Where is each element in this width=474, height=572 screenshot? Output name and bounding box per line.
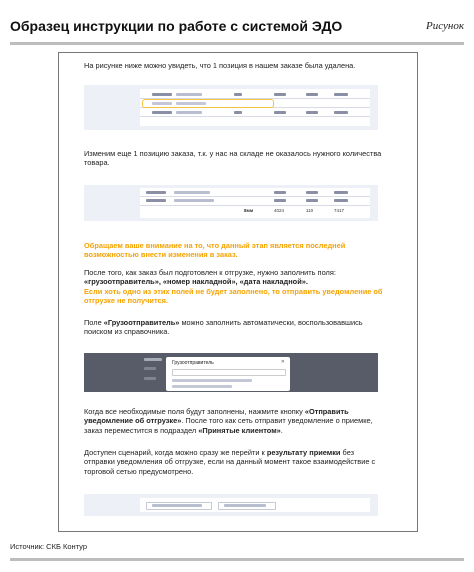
shipper-modal-title: Грузоотправитель xyxy=(172,360,214,366)
warning-required-fields: Если хоть одно из этих полей не будет заполнено, то отправить уведомление об отгрузке не получится. xyxy=(84,286,383,306)
page-header xyxy=(10,18,464,42)
paragraph-4-text-b: можно заполнить автоматически, воспользовавшись поиском из справочника. xyxy=(84,318,363,337)
accepted-section-name: «Принятые клиентом» xyxy=(198,425,281,435)
total-value-2: 110 xyxy=(306,208,314,213)
send-notice-button-name: «Отправить уведомление об отгрузке» xyxy=(84,407,349,426)
paragraph-5-text-c: . xyxy=(280,425,283,435)
screenshot-order-table xyxy=(84,85,378,130)
top-divider xyxy=(10,42,464,45)
paragraph-5 xyxy=(84,407,384,435)
bottom-divider xyxy=(10,558,464,561)
paragraph-5-text-b: . После того как сеть отправит уведомление о приемке, заказ переместится в подраздел xyxy=(84,416,373,435)
paragraph-6 xyxy=(84,448,384,476)
total-value-3: 7417 xyxy=(334,208,345,213)
source-note: Источник: СКБ Контур xyxy=(10,542,88,551)
shipper-search-input[interactable] xyxy=(172,369,286,376)
screenshot-send-buttons xyxy=(84,494,378,516)
paragraph-4 xyxy=(84,318,384,337)
paragraph-4-text-a: Поле xyxy=(84,318,104,327)
shipper-field-name: «Грузоотправитель» xyxy=(103,318,180,327)
paragraph-3 xyxy=(84,268,384,306)
paragraph-6-text-a: Доступен сценарий, когда можно сразу же перейти к xyxy=(84,448,267,457)
paragraph-6-text-b: без отправки уведомления об отгрузке, если на данный момент такое взаимодействие с торговой сетью предусмотрено. xyxy=(84,448,376,476)
figure-label: Рисунок xyxy=(425,20,464,32)
paragraph-2: Изменим еще 1 позицию заказа, т.к. у нас на складе не оказалось нужного количества товара. xyxy=(84,149,382,168)
paragraph-1: На рисунке ниже можно увидеть, что 1 позиция в нашем заказе была удалена. xyxy=(84,61,356,70)
required-fields: «грузоотправитель», «номер накладной», «дата накладной». xyxy=(84,277,308,287)
warning-last-chance: Обращаем ваше внимание на то, что данный этап является последней возможностью внести изменения в заказ. xyxy=(84,241,346,260)
acceptance-result-name: результату приемки xyxy=(266,448,341,457)
total-label: 8мм xyxy=(244,208,254,213)
shipper-modal xyxy=(166,357,290,391)
page-title: Образец инструкции по работе с системой ЭДО xyxy=(10,18,343,34)
paragraph-3-text: После того, как заказ был подготовлен к отгрузке, нужно заполнить поля: xyxy=(84,268,336,277)
total-value-1: 4024 xyxy=(274,208,285,213)
paragraph-5-text-a: Когда все необходимые поля будут заполнены, нажмите кнопку xyxy=(84,407,305,416)
close-icon[interactable]: ✕ xyxy=(280,359,285,365)
screenshot-shipper-dialog xyxy=(84,353,378,392)
screenshot-edit-quantity xyxy=(84,185,378,221)
